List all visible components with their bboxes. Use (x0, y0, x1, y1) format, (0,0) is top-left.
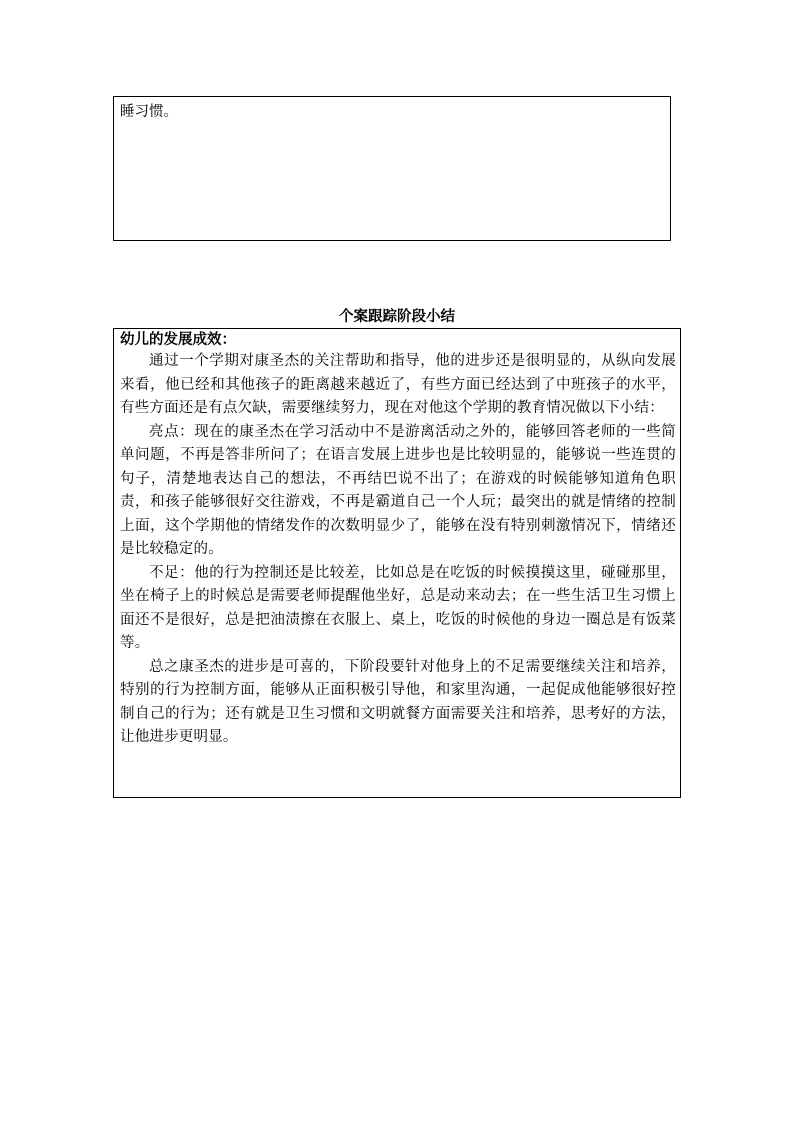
summary-content (120, 330, 676, 750)
summary-heading: 幼儿的发展成效： (120, 332, 236, 348)
paragraph-intro: 通过一个学期对康圣杰的关注帮助和指导，他的进步还是很明显的，从纵向发展来看，他已经和其他孩子的距离越来越近了，有些方面已经达到了中班孩子的水平，有些方面还是有点欠缺，需要继续努力，现在对他这个学期的教育情况做以下小结： (120, 353, 676, 416)
paragraph-shortcomings: 不足：他的行为控制还是比较差，比如总是在吃饭的时候摸摸这里，碰碰那里，坐在椅子上的时候总是需要老师提醒他坐好，总是动来动去；在一些生活卫生习惯上面还不是很好，总是把油渍擦在衣服上、桌上，吃饭的时候他的身边一圈总是有饭菜等。 (120, 564, 676, 651)
previous-section-text: 睡习惯。 (120, 104, 178, 120)
paragraph-highlights: 亮点：现在的康圣杰在学习活动中不是游离活动之外的，能够回答老师的一些简单问题，不再是答非所问了；在语言发展上进步也是比较明显的，能够说一些连贯的句子，清楚地表达自己的想法，不再结巴说不出了；在游戏的时候能够知道角色职责，和孩子能够很好交往游戏，不再是霸道自己一个人玩；最突出的就是情绪的控制上面，这个学期他的情绪发作的次数明显少了，能够在没有特别刺激情况下，情绪还是比较稳定的。 (120, 423, 676, 557)
section-title: 个案跟踪阶段小结 (339, 309, 455, 325)
previous-section-box (113, 96, 671, 241)
paragraph-conclusion: 总之康圣杰的进步是可喜的，下阶段要针对他身上的不足需要继续关注和培养，特别的行为控制方面，能够从正面积极引导他，和家里沟通，一起促成他能够很好控制自己的行为；还有就是卫生习惯和文明就餐方面需要关注和培养，思考好的方法，让他进步更明显。 (120, 658, 676, 745)
summary-box (113, 328, 681, 798)
